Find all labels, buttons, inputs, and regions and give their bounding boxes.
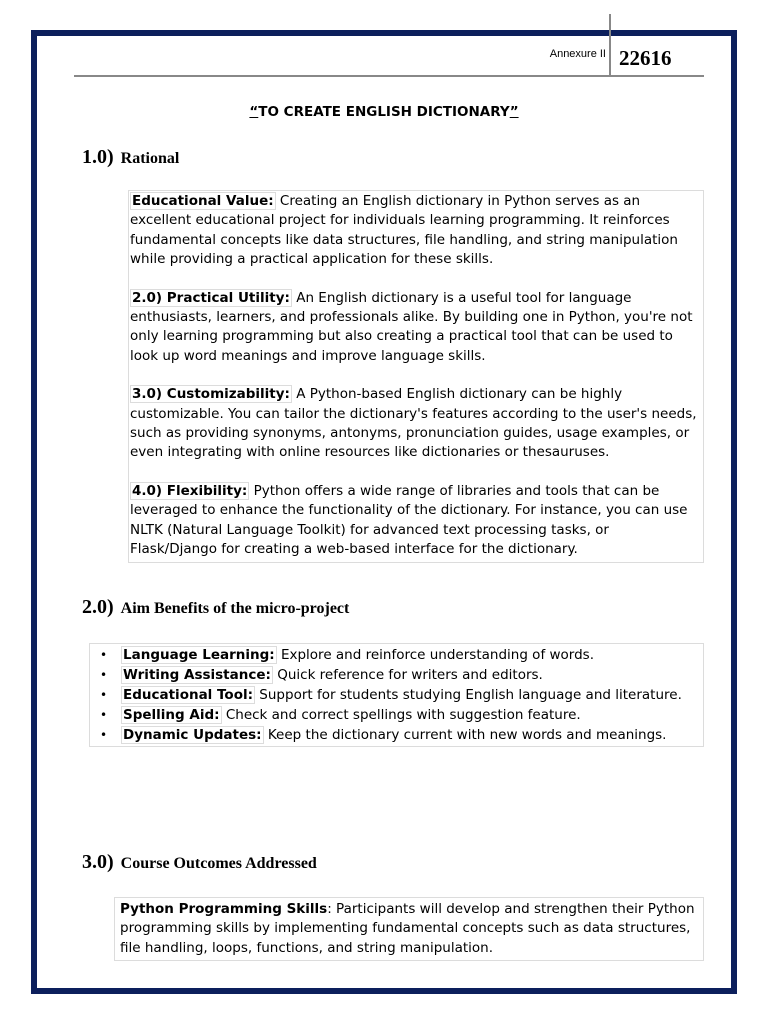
section-label: Rational bbox=[120, 150, 180, 167]
bullet-glyph: • bbox=[100, 688, 108, 702]
rational-paragraph bbox=[130, 289, 700, 367]
section-2-heading bbox=[82, 596, 349, 619]
paragraph-term: 4.0) Flexibility: bbox=[132, 482, 248, 499]
item-text: Check and correct spellings with suggestion feature. bbox=[221, 707, 581, 723]
paragraph-term: Educational Value: bbox=[132, 193, 274, 209]
item-term: Language Learning: bbox=[123, 647, 275, 663]
list-item bbox=[91, 665, 701, 685]
paragraph-term: Python Programming Skills bbox=[120, 901, 328, 917]
item-term: Dynamic Updates: bbox=[123, 727, 262, 743]
section-number: 2.0) bbox=[82, 596, 114, 618]
item-text: Support for students studying English language and literature. bbox=[255, 687, 682, 703]
paragraph-text: Creating an English dictionary in Python serves as an excellent educational project for individuals learning programming. It reinforces fundamental concepts like data structures, file handling, and string manipulation while providing a practical application for these skills. bbox=[130, 193, 678, 268]
rational-paragraph bbox=[130, 385, 700, 463]
list-item bbox=[91, 645, 701, 665]
document-code: 22616 bbox=[619, 46, 672, 70]
paragraph-term: 2.0) Practical Utility: bbox=[132, 289, 290, 306]
section-3-heading bbox=[82, 851, 317, 874]
bullet-glyph: • bbox=[100, 728, 108, 742]
list-item bbox=[91, 705, 701, 725]
section-label: Aim Benefits of the micro-project bbox=[120, 600, 350, 617]
paragraph-text: Python offers a wide range of libraries and tools that can be leveraged to enhance the functionality of the dictionary. For instance, you can use NLTK (Natural Language Toolkit) for advanced text processing tasks, or Flask/Django for creating a web-based interface for the dictionary. bbox=[130, 482, 688, 558]
section-label: Course Outcomes Addressed bbox=[120, 855, 317, 872]
paragraph-term: 3.0) Customizability: bbox=[132, 386, 290, 403]
bullet-glyph: • bbox=[100, 668, 108, 682]
document-title bbox=[0, 104, 768, 120]
item-term: Spelling Aid: bbox=[123, 707, 220, 723]
section-number: 3.0) bbox=[82, 851, 114, 873]
paragraph-text: A Python-based English dictionary can be highly customizable. You can tailor the dictionary's features according to the user's needs, such as providing synonyms, antonyms, pronunciation guides, usage examples, or even integrating with online resources like dictionaries or thesauruses. bbox=[130, 386, 697, 461]
section-1-heading bbox=[82, 146, 179, 169]
item-text: Explore and reinforce understanding of words. bbox=[276, 647, 594, 663]
paragraph-text: : Participants will develop and strengthen their Python programming skills by implementing fundamental concepts such as data structures, file handling, loops, functions, and string manipulation. bbox=[120, 901, 695, 956]
item-term: Educational Tool: bbox=[123, 687, 254, 703]
list-item bbox=[91, 725, 701, 745]
title-close-quote: ” bbox=[509, 104, 519, 120]
bullet-glyph: • bbox=[100, 648, 108, 662]
benefits-box bbox=[89, 643, 704, 747]
rational-box bbox=[128, 190, 704, 563]
title-text: TO CREATE ENGLISH DICTIONARY bbox=[258, 104, 510, 120]
item-term: Writing Assistance: bbox=[123, 667, 271, 683]
item-text: Quick reference for writers and editors. bbox=[272, 667, 543, 683]
outcomes-box bbox=[114, 897, 704, 961]
item-text: Keep the dictionary current with new words and meanings. bbox=[263, 727, 667, 743]
section-number: 1.0) bbox=[82, 146, 114, 168]
rational-paragraph bbox=[130, 482, 700, 560]
rational-paragraph bbox=[130, 192, 700, 270]
header-divider bbox=[609, 14, 611, 76]
list-item bbox=[91, 685, 701, 705]
paragraph-text: An English dictionary is a useful tool for language enthusiasts, learners, and professionals alike. By building one in Python, you're not only learning programming but also creating a practical tool that can be used to look up word meanings and improve language skills. bbox=[130, 289, 693, 364]
title-open-quote: “ bbox=[249, 104, 259, 120]
annexure-label: Annexure II bbox=[549, 48, 606, 60]
outcomes-paragraph bbox=[120, 900, 700, 958]
bullet-glyph: • bbox=[100, 708, 108, 722]
benefits-list bbox=[91, 645, 701, 745]
